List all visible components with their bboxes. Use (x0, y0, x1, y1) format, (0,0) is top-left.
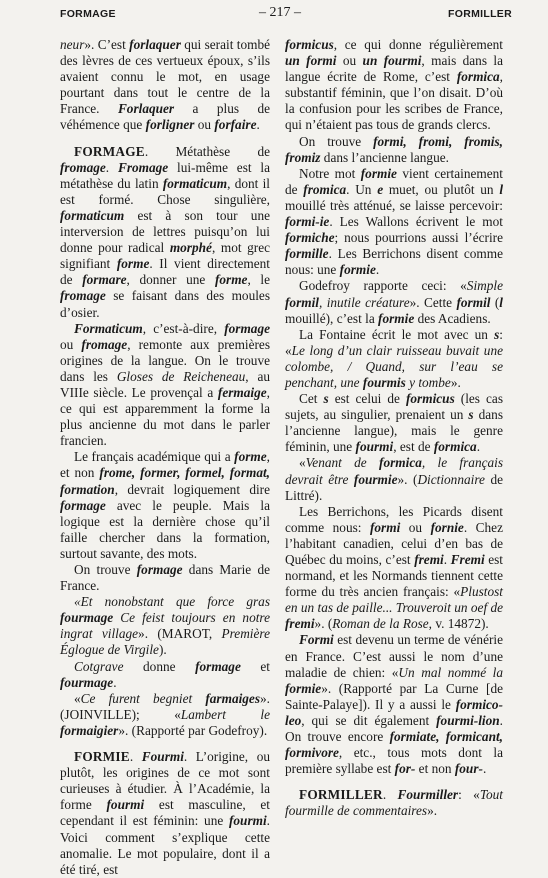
paragraph (285, 632, 503, 777)
cited-word: forme (214, 272, 248, 288)
cited-word: fromage (60, 288, 106, 304)
text-run: avec le peuple. Mais la logique est la dernière chose qu’il faille chercher dans la formation, surtout savante, des mots. (60, 497, 270, 561)
text-run: On trouve (299, 133, 374, 149)
quotation (285, 455, 503, 503)
cited-word: formica (456, 69, 500, 85)
text-run: ». (Rapporté par Godefroy). (118, 722, 268, 738)
text-run: qui serait tombé des lèvres de ces vertueux époux, s’ils avaient connu le mot, en usage pourtant dans tout le centre de la France. (60, 37, 270, 117)
text-run: Ce feist toujours en notre ingrat village (60, 610, 270, 642)
text-run: « (299, 455, 306, 471)
text-run: , le français devrait être (285, 455, 504, 487)
text-run: ». (Rapporté par La Curne [de Sainte-Palaye]). Il y a aussi le (285, 680, 503, 712)
text-run: . Il vient directement de (60, 256, 271, 288)
text-run: ». Cette (409, 294, 457, 310)
text-run: . L’origine, ou plutôt, les origines de ce mot sont curieuses à étudier. À l’Académie, la forme (60, 749, 270, 813)
text-run: . (482, 761, 487, 777)
text-run: dans l’ancienne langue), mais le genre féminin, une (285, 407, 503, 455)
text-run: Godefroy rapporte ceci: « (299, 278, 467, 294)
text-run: neur (60, 37, 85, 52)
text-run: , devrait logiquement dire (114, 481, 270, 497)
cited-word: fromica (303, 181, 347, 197)
text-run: , remonte aux premières origines de la langue. On le trouve dans les (60, 336, 271, 384)
text-run: dans l’ancienne langue. (320, 149, 449, 165)
text-run: ; nous pourrions aussi l’écrire (334, 230, 503, 246)
cited-word: frome, former, formel, format, formation (60, 465, 270, 497)
text-run: . Un (346, 181, 378, 197)
cited-word: fromage (60, 159, 106, 175)
cited-word: formi-ie (285, 214, 330, 230)
cited-word: formi, fromi, fromis, fromiz (285, 133, 503, 165)
text-run: muet, ou plutôt un (383, 181, 500, 197)
text-run: Un mal nommé la (398, 664, 504, 680)
text-run: La Fontaine écrit le mot avec un (299, 326, 495, 342)
text-run: . Métathèse de (144, 143, 270, 159)
text-run: , donner une (126, 272, 215, 288)
paragraph (285, 166, 503, 279)
paragraph (60, 562, 270, 594)
text-run: Plustost en un tas de paille... Trouveroit un oef de (285, 584, 504, 616)
cited-word: formaticum (60, 207, 125, 223)
cited-word: fromage (81, 336, 128, 352)
text-run: Le français académique qui a (74, 449, 235, 465)
text-run: Lambert le (180, 706, 270, 722)
cited-word: Fourmi (141, 749, 184, 765)
text-run: . On trouve encore (285, 712, 503, 745)
cited-word: formage (60, 497, 106, 513)
entry-formie (60, 749, 270, 878)
quotation (60, 691, 270, 739)
text-run: On trouve (74, 562, 137, 577)
cited-word: farmaiges (205, 690, 261, 706)
cited-word: formicus (285, 37, 334, 52)
paragraph (60, 37, 270, 134)
cited-word: s (468, 407, 474, 423)
text-run: Venant de (305, 455, 380, 471)
cited-word: for- (394, 761, 416, 777)
running-head-left: FORMAGE (60, 8, 116, 20)
cited-word: forme (234, 449, 267, 465)
text-run: ». C’est (84, 37, 130, 52)
text-run: et non (415, 761, 455, 777)
paragraph (285, 504, 503, 633)
cited-word: Formaticum (74, 320, 143, 336)
text-run: de Littré). (285, 471, 503, 503)
cited-word: formil (285, 294, 319, 310)
cited-word: fourmie (353, 471, 398, 487)
entry-formage (60, 144, 270, 321)
text-run: , substantif féminin, que l’on disait. D’où la confusion pour les scribes de France, qui n’étaient pas tous de grands clercs. (285, 69, 503, 133)
cited-word: e (377, 181, 384, 197)
cited-word: formico-leo (285, 696, 503, 728)
cited-word: fourmis (362, 374, 406, 390)
cited-word: formie (339, 262, 376, 278)
cited-word: formicus (405, 391, 455, 407)
text-run: . Chez l’habitant canadien, celui d’en bas de Québec du moins, c’est (285, 519, 503, 567)
cited-word: formage (195, 658, 241, 674)
text-run: est normand, et les Normands tiennent cette forme du très ancien français: « (285, 552, 503, 600)
page-number: – 217 – (259, 5, 301, 20)
text-run: . (476, 439, 481, 455)
paragraph (60, 659, 270, 691)
text-run: ou (60, 336, 82, 352)
paragraph (285, 327, 503, 391)
cited-word: fourmage (60, 674, 114, 690)
cited-word: formare (82, 272, 127, 288)
paragraph (60, 321, 270, 450)
text-run: est masculine, et cependant il est féminin: une (60, 797, 271, 829)
cited-word: formage (224, 320, 270, 336)
quotation (60, 594, 270, 658)
text-run: , v. 14872). (428, 616, 489, 632)
text-run: . (105, 159, 118, 175)
text-run: , etc., tous mots dont la première syllabe est (285, 745, 503, 777)
cited-word: formaticum (162, 175, 228, 191)
text-run: ( (490, 294, 500, 310)
text-run: . (129, 749, 142, 765)
text-run: mouillé), c’est la (285, 310, 379, 326)
text-run: mouillé très atténué, se laisse percevoir: (285, 197, 503, 213)
text-run: , c’est-à-dire, (142, 320, 225, 336)
text-run: . (256, 117, 260, 133)
cited-word: formie (285, 680, 322, 696)
text-run: des Acadiens. (414, 310, 491, 326)
text-run: ». (450, 374, 461, 390)
text-run: Simple (466, 278, 503, 294)
cited-word: un fourmi (362, 53, 422, 69)
text-run: ou (194, 117, 215, 133)
text-run: Tout fourmille de commentaires (285, 787, 503, 819)
text-run: ou (400, 519, 431, 535)
text-run: ». (427, 803, 438, 819)
cited-word: l (499, 181, 504, 197)
text-run: : « (458, 787, 480, 803)
text-run: «Et nonobstant que force gras (74, 594, 270, 610)
cited-word: un formi (285, 53, 337, 69)
text-run: ». ( (397, 471, 418, 487)
left-column (60, 37, 270, 878)
paragraph (285, 391, 503, 455)
text-run: dans Marie de France. (60, 562, 270, 594)
text-run: Cet (299, 391, 324, 407)
text-run: ou (336, 53, 363, 69)
text-run: . (113, 674, 117, 690)
cited-word: fremi (285, 616, 315, 632)
text-run: , ce qui donne régulièrement (333, 37, 503, 52)
cited-word: formica (433, 439, 477, 455)
cited-word: s (323, 391, 329, 407)
text-run: . Les Wallons écrivent le mot (329, 214, 503, 230)
cited-word: formille (285, 246, 329, 262)
cited-word: morphé (169, 240, 212, 256)
text-run: . (375, 262, 380, 278)
text-run: : « (285, 326, 503, 358)
text-run: , le (247, 272, 271, 288)
text-run: Gloses de Reicheneau (116, 368, 246, 384)
text-run: , au VIIIe siècle. Le provençal a (60, 368, 270, 400)
entry-formiller (285, 787, 503, 819)
text-run: ». (MAROT, (138, 626, 222, 642)
text-run: Première Églogue de Virgile (60, 626, 270, 658)
text-run: est celui de (328, 391, 406, 407)
paragraph (285, 278, 503, 326)
text-run: ». ( (314, 616, 333, 632)
text-run: est devenu un terme de vénérie en France. C’est aussi le nom d’une maladie de chien: « (285, 632, 503, 680)
text-run: se faisant dans des moules d’osier. (60, 288, 270, 320)
text-run: , et non (60, 449, 270, 481)
cited-word: formil (456, 294, 491, 310)
cited-word: formica (379, 455, 422, 471)
cited-word: forme (116, 256, 150, 272)
headword: FORMIE (74, 749, 130, 765)
text-run: ). (158, 642, 167, 658)
text-run: Le long d’un clair ruisseau buvait une colombe, / Quand, sur l’eau se penchant, une (285, 342, 503, 390)
text-run: , est de (393, 439, 434, 455)
paragraph (60, 449, 270, 562)
cited-word: s (494, 326, 500, 342)
text-run: , inutile créature (318, 294, 410, 310)
cited-word: forfaire (214, 117, 257, 133)
text-run: Les Berrichons, les Picards disent comme nous: (285, 503, 503, 535)
text-run: , mot grec signifiant (60, 240, 271, 272)
headword: FORMAGE (74, 143, 145, 159)
cited-word: forligner (145, 117, 195, 133)
cited-word: formie (378, 310, 415, 326)
cited-word: Formi (299, 632, 334, 648)
text-run: a plus de véhémence que (60, 101, 271, 133)
text-run: . (382, 787, 398, 803)
text-run: . Les Berrichons disent comme nous: une (285, 246, 503, 278)
cited-word: forlaquer (129, 37, 181, 52)
cited-word: fermaige (217, 384, 267, 400)
text-run: lui-même est la métathèse du latin (60, 159, 270, 191)
cited-word: formiate, formicant, formivore (285, 729, 503, 761)
running-header (0, 0, 548, 40)
text-run: est à son tour une interversion de lettres puisqu’on lui donne pour radical (60, 207, 270, 256)
cited-word: fornie (430, 519, 464, 535)
text-run: , dont il est formé. Chose singulière, (60, 175, 270, 207)
cited-word: Fromage (117, 159, 169, 175)
text-run: , mais dans la langue écrite de Rome, c’est (285, 53, 503, 85)
text-run: ». (JOINVILLE); « (60, 690, 270, 722)
text-run: Roman de la Rose (332, 616, 429, 632)
paragraph (285, 134, 503, 166)
cited-word: formaigier (60, 722, 119, 738)
cited-word: fourmi-lion (436, 712, 500, 728)
text-run: donne (123, 658, 196, 674)
text-run: Dictionnaire (417, 471, 485, 487)
cited-word: fourmi (106, 797, 145, 813)
headword: FORMILLER (299, 787, 383, 803)
paragraph (285, 37, 503, 134)
text-run: « (74, 690, 81, 706)
cited-word: Fremi (450, 552, 485, 567)
text-run: et (240, 658, 270, 674)
text-run: Cotgrave (74, 658, 124, 674)
cited-word: Forlaquer (117, 101, 175, 117)
cited-word: fourmi (228, 813, 267, 829)
cited-word: four- (454, 761, 483, 777)
text-run: , qui se dit également (301, 712, 437, 728)
right-column (285, 37, 503, 820)
running-head-right: FORMILLER (448, 8, 512, 20)
text-run: . (443, 552, 451, 567)
text-run: Ce furent begniet (80, 690, 206, 706)
cited-word: fourmage (60, 610, 114, 626)
text-run: . Voici comment s’explique cette anomalie. Le mot populaire, dont il a été tiré, est (60, 813, 270, 877)
text-run: y tombe (405, 374, 451, 390)
cited-word: fourmi (355, 439, 394, 455)
cited-word: formiche (285, 230, 335, 246)
cited-word: fremi (414, 552, 444, 567)
cited-word: formie (360, 165, 397, 181)
text-run: (les cas sujets, au singulier, prenaient un (285, 391, 503, 423)
cited-word: formage (136, 562, 183, 577)
text-run: vient certainement de (285, 165, 503, 197)
cited-word: l (499, 294, 503, 310)
cited-word: formi (369, 519, 401, 535)
text-run: , ce qui est apparemment la forme la plus ancienne du mot dans le parler francien. (60, 384, 270, 449)
text-run: Notre mot (299, 165, 361, 181)
cited-word: Fourmiller (397, 787, 459, 803)
